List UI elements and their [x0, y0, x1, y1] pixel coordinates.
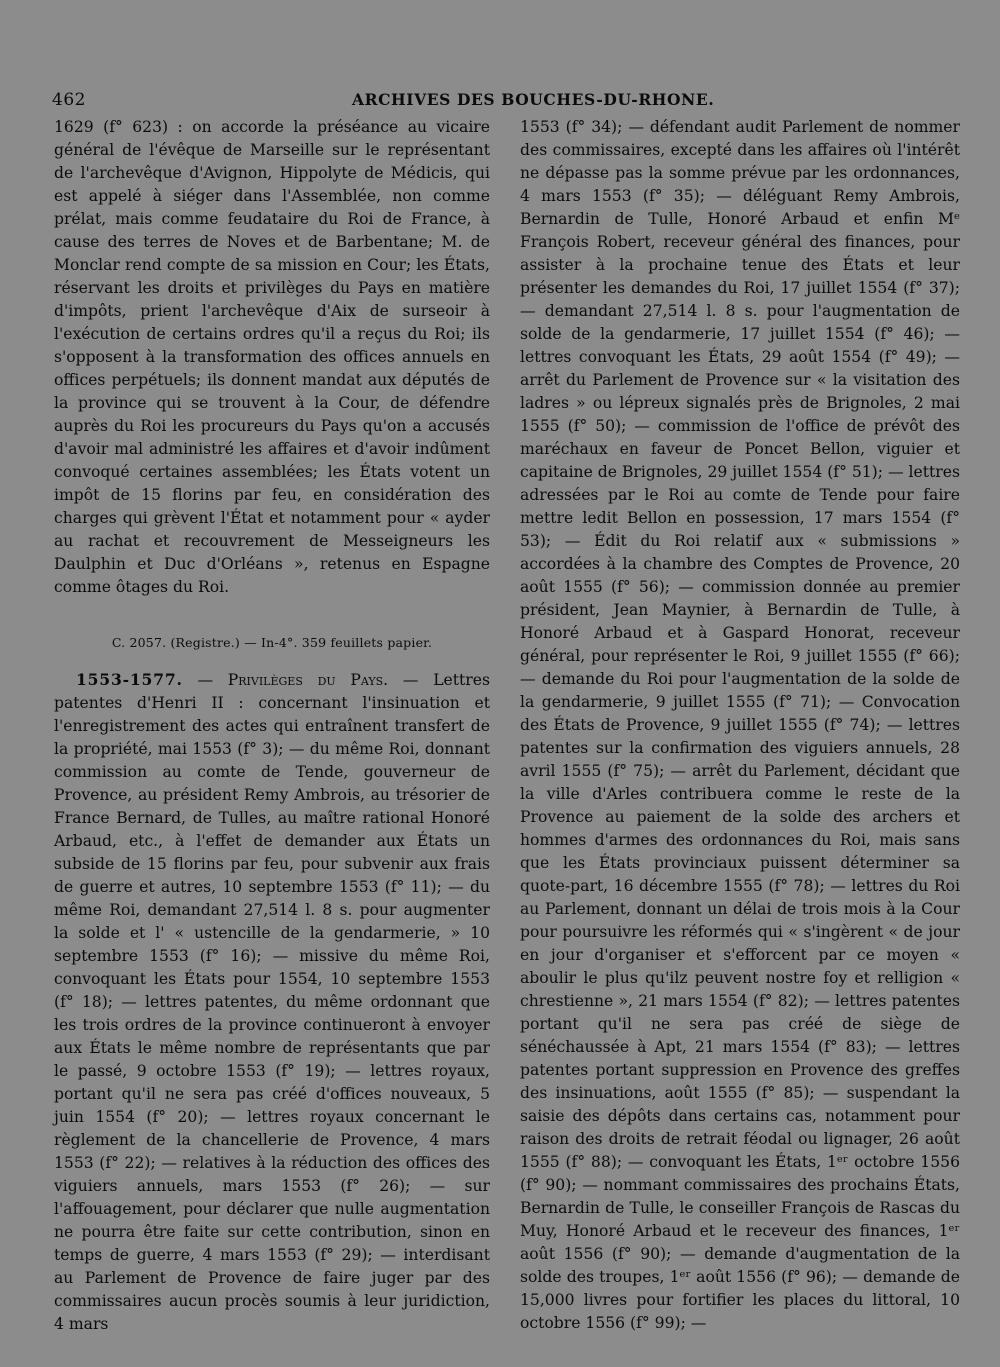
- right-column: [520, 116, 960, 1335]
- left-column: [54, 116, 490, 1336]
- page-number: 462: [52, 90, 86, 110]
- entry-title: — Privilèges du Pays. —: [197, 671, 419, 689]
- entry-date: 1553-1577.: [76, 670, 183, 689]
- running-title: ARCHIVES DES BOUCHES-DU-RHONE.: [352, 90, 715, 109]
- record-reference: C. 2057. (Registre.) — In-4°. 359 feuillets papier.: [111, 635, 433, 650]
- entry-body: Lettres patentes d'Henri II : concernant l'insinuation et l'enregistrement des actes qui entraînent transfert de la propriété, mai 1553 (f° 3); — du même Roi, donnant commission au comte de Tende, gouverneur de Provence, au président Remy Ambrois, au trésorier de France Bernard, de Tulles, au maître rational Honoré Arbaud, etc., à l'effet de demander aux États un subside de 15 florins par feu, pour subvenir aux frais de guerre et autres, 10 septembre 1553 (f° 11); — du même Roi, demandant 27,514 l. 8 s. pour augmenter la solde et l' « ustencille de la gendarmerie, » 10 septembre 1553 (f° 16); — missive du même Roi, convoquant les États pour 1554, 10 septembre 1553 (f° 18); — lettres patentes, du même ordonnant que les trois ordres de la province continueront à envoyer aux États le même nombre de représentants que par le passé, 9 octobre 1553 (f° 19); — lettres royaux, portant qu'il ne sera pas créé d'offices nouveaux, 5 juin 1554 (f° 20); — lettres royaux concernant le règlement de la chancellerie de Provence, 4 mars 1553 (f° 22); — relatives à la réduction des offices des viguiers annuels, mars 1553 (f° 26); — sur l'affouagement, pour déclarer que nulle augmentation ne pourra être faite sur cette contribution, sinon en temps de guerre, 4 mars 1553 (f° 29); — interdisant au Parlement de Provence de faire juger par des commissaires aucun procès soumis à leur juridiction, 4 mars: [54, 671, 490, 1333]
- continued-paragraph: 1629 (f° 623) : on accorde la préséance au vicaire général de l'évêque de Marseille sur le représentant de l'archevêque d'Avignon, Hippolyte de Médicis, qui est appelé à siéger dans l'Assemblée, non comme prélat, mais comme feudataire du Roi de France, à cause des terres de Noves et de Barbentane; M. de Monclar rend compte de sa mission en Cour; les États, réservant les droits et privilèges du Pays en matière d'impôts, prient l'archevêque d'Aix de surseoir à l'exécution de certains ordres qu'il a reçus du Roi; ils s'opposent à la transformation des offices annuels en offices perpétuels; ils donnent mandat aux députés de la province qui se trouvent à la Cour, de défendre auprès du Roi les procureurs du Pays qu'on a accusés d'avoir mal administré les affaires et d'avoir indûment convoqué certaines assemblées; les États votent un impôt de 15 florins par feu, en considération des charges qui grèvent l'État et notamment pour « ayder au rachat et recouvrement de Messeigneurs les Daulphin et Duc d'Orléans », retenus en Espagne comme ôtages du Roi.: [54, 118, 490, 596]
- page-header: [52, 90, 952, 112]
- right-column-text: 1553 (f° 34); — défendant audit Parlement de nommer des commissaires, excepté dans les affaires où l'intérêt ne dépasse pas la somme prévue par les ordonnances, 4 mars 1553 (f° 35); — déléguant Remy Ambrois, Bernardin de Tulle, Honoré Arbaud et enfin Mᵉ François Robert, receveur général des finances, pour assister à la prochaine tenue des États et leur présenter les demandes du Roi, 17 juillet 1554 (f° 37); — demandant 27,514 l. 8 s. pour l'augmentation de solde de la gendarmerie, 17 juillet 1554 (f° 46); — lettres convoquant les États, 29 août 1554 (f° 49); — arrêt du Parlement de Provence sur « la visitation des ladres » ou lépreux signalés près de Brignoles, 2 mai 1555 (f° 50); — commission de l'office de prévôt des maréchaux en faveur de Poncet Bellon, viguier et capitaine de Brignoles, 29 juillet 1554 (f° 51); — lettres adressées par le Roi au comte de Tende pour faire mettre ledit Bellon en possession, 17 mars 1554 (f° 53); — Édit du Roi relatif aux « submissions » accordées à la chambre des Comptes de Provence, 20 août 1555 (f° 56); — commission donnée au premier président, Jean Maynier, à Bernardin de Tulle, à Honoré Arbaud et à Gaspard Honorat, receveur général, pour représenter le Roi, 9 juillet 1555 (f° 66); — demande du Roi pour l'augmentation de la solde de la gendarmerie, 9 juillet 1555 (f° 71); — Convocation des États de Provence, 9 juillet 1555 (f° 74); — lettres patentes sur la confirmation des viguiers annuels, 28 avril 1555 (f° 75); — arrêt du Parlement, décidant que la ville d'Arles contribuera comme le reste de la Provence au paiement de la solde des archers et hommes d'armes des ordonnances du Roi, mais sans que les États provinciaux puissent déterminer sa quote-part, 16 décembre 1555 (f° 78); — lettres du Roi au Parlement, donnant un délai de trois mois à la Cour pour poursuivre les réformés qui « s'ingèrent « de jour en jour d'organiser et s'efforcent par ce moyen « aboulir le plus qu'ilz peuvent nostre foy et relligion « chrestienne », 21 mars 1554 (f° 82); — lettres patentes portant qu'il ne sera pas créé de siège de sénéchaussée à Apt, 21 mars 1554 (f° 83); — lettres patentes portant suppression en Provence des greffes des insinuations, août 1555 (f° 85); — suspendant la saisie des dépôts dans certains cas, notamment pour raison des droits de retrait féodal ou lignager, 26 août 1555 (f° 88); — convoquant les États, 1ᵉʳ octobre 1556 (f° 90); — nommant commissaires des prochains États, Bernardin de Tulle, le conseiller François de Rascas du Muy, Honoré Arbaud et le receveur des finances, 1ᵉʳ août 1556 (f° 90); — demande d'augmentation de la solde des troupes, 1ᵉʳ août 1556 (f° 96); — demande de 15,000 livres pour fortifier les places du littoral, 10 octobre 1556 (f° 99); —: [520, 118, 960, 1332]
- entry-paragraph: [54, 668, 490, 1336]
